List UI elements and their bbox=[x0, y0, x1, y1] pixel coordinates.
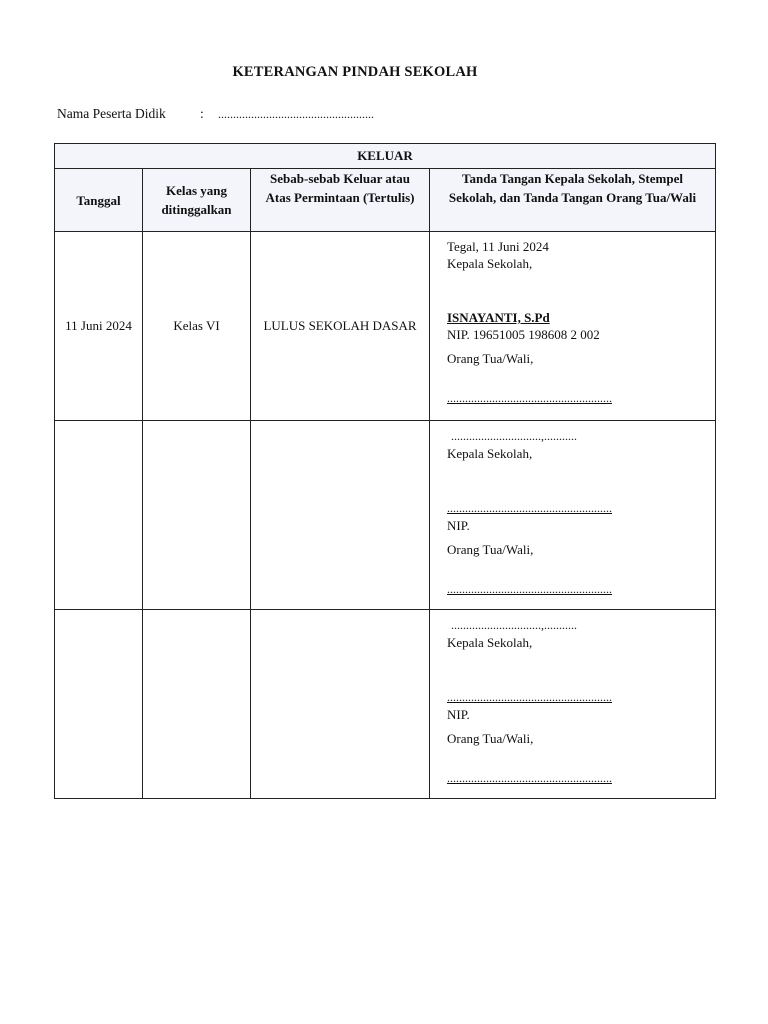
ortu-label: Orang Tua/Wali, bbox=[447, 731, 534, 746]
document-title: KETERANGAN PINDAH SEKOLAH bbox=[232, 64, 478, 80]
ortu-signature-line: ....................................................... bbox=[447, 391, 612, 405]
table-row bbox=[55, 232, 716, 421]
ortu-label: Orang Tua/Wali, bbox=[447, 542, 534, 557]
student-name-field: .................................................... bbox=[218, 107, 374, 121]
kepala-nip: NIP. bbox=[447, 707, 470, 722]
table-row bbox=[55, 610, 716, 799]
kepala-name: ISNAYANTI, S.Pd bbox=[447, 310, 550, 325]
cell-kelas bbox=[143, 610, 251, 799]
cell-signature bbox=[430, 610, 716, 799]
ortu-label: Orang Tua/Wali, bbox=[447, 351, 534, 366]
student-name-row bbox=[57, 106, 374, 122]
cell-tanggal bbox=[55, 421, 143, 610]
student-name-label: Nama Peserta Didik bbox=[57, 106, 166, 121]
kepala-nip: NIP. 19651005 198608 2 002 bbox=[447, 327, 600, 342]
kepala-name: ....................................................... bbox=[447, 501, 612, 515]
header-tanggal: Tanggal bbox=[55, 169, 143, 232]
cell-tanggal bbox=[55, 610, 143, 799]
place-date: Tegal, 11 Juni 2024 bbox=[447, 239, 549, 254]
cell-kelas: Kelas VI bbox=[143, 232, 251, 421]
cell-sebab: LULUS SEKOLAH DASAR bbox=[251, 232, 430, 421]
cell-kelas bbox=[143, 421, 251, 610]
kepala-nip: NIP. bbox=[447, 518, 470, 533]
cell-sebab bbox=[251, 610, 430, 799]
student-name-colon: : bbox=[200, 106, 204, 121]
cell-tanggal: 11 Juni 2024 bbox=[55, 232, 143, 421]
cell-sebab bbox=[251, 421, 430, 610]
place-date: ..............................,........... bbox=[451, 429, 577, 443]
place-date: ..............................,........... bbox=[451, 618, 577, 632]
table-row bbox=[55, 421, 716, 610]
header-kelas: Kelas yang ditinggalkan bbox=[143, 169, 251, 232]
header-sebab: Sebab-sebab Keluar atau Atas Permintaan (Tertulis) bbox=[251, 169, 430, 232]
kepala-name: ....................................................... bbox=[447, 690, 612, 704]
ortu-signature-line: ....................................................... bbox=[447, 771, 612, 785]
kepala-label: Kepala Sekolah, bbox=[447, 635, 533, 650]
cell-signature bbox=[430, 232, 716, 421]
header-tanda-tangan: Tanda Tangan Kepala Sekolah, Stempel Sekolah, dan Tanda Tangan Orang Tua/Wali bbox=[430, 169, 716, 232]
kepala-label: Kepala Sekolah, bbox=[447, 256, 533, 271]
keluar-header: KELUAR bbox=[55, 144, 716, 169]
cell-signature bbox=[430, 421, 716, 610]
transfer-table bbox=[54, 143, 716, 799]
ortu-signature-line: ....................................................... bbox=[447, 582, 612, 596]
kepala-label: Kepala Sekolah, bbox=[447, 446, 533, 461]
